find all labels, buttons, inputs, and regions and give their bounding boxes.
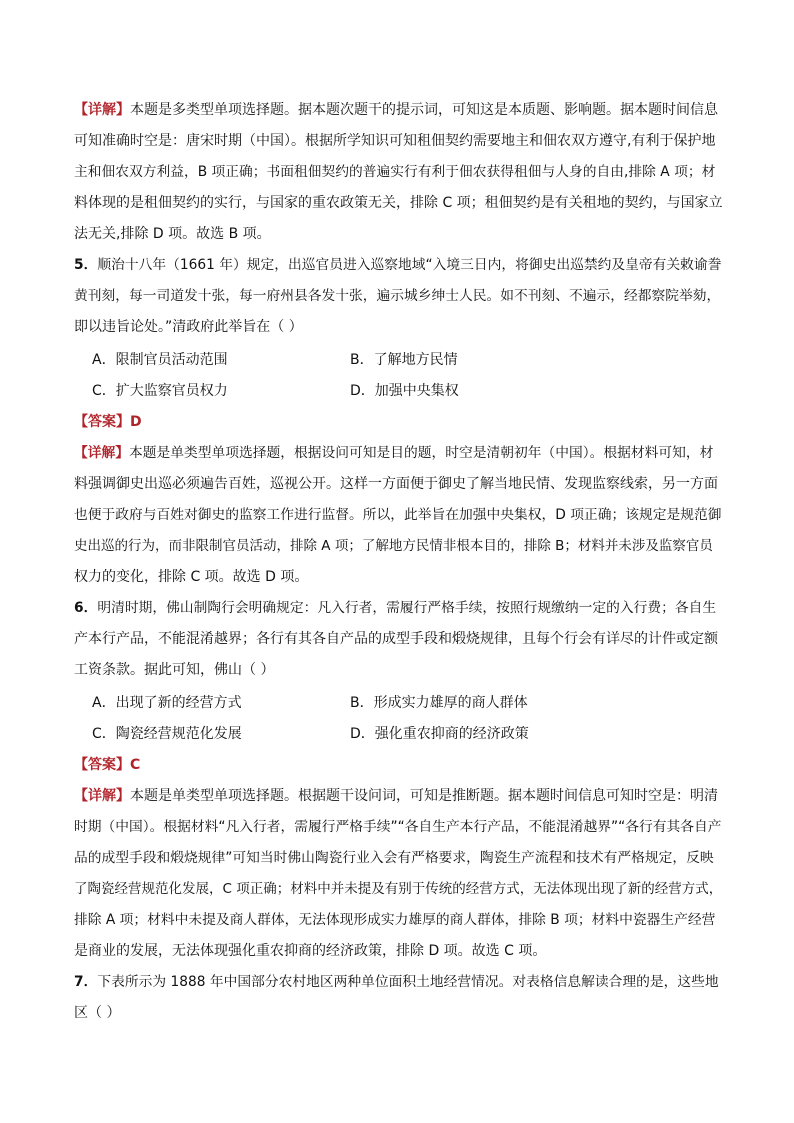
answer-label: 【答案】: [74, 757, 130, 773]
detail-line: 本题是单类型单项选择题，根据设问可知是目的题，时空是清朝初年（中国）。根据材料可知，材: [129, 445, 714, 461]
stem-line: 产本行产品，不能混淆越界；各行有其各自产品的成型手段和煅烧规律，且每个行会有详尽的计件或定额: [74, 631, 718, 647]
stem-line: 下表所示为 1888 年中国部分农村地区两种单位面积土地经营情况。对表格信息解读合理的是，这些地: [97, 974, 719, 990]
detail-line: 史出巡的行为，而非限制官员活动，排除 A 项；了解地方民情非根本目的，排除 B；材料并未涉及监察官员: [74, 538, 713, 554]
question-5-stem: [74, 250, 724, 343]
stem-line: 区（ ）: [74, 1005, 121, 1021]
detail-paragraph-q4: [74, 95, 724, 250]
stem-line: 顺治十八年（1661 年）规定，出巡官员进入巡察地域“入境三日内，将御史出巡禁约及皇帝有关敕谕誊: [97, 257, 722, 273]
stem-line: 工资条款。据此可知，佛山（ ）: [74, 662, 275, 678]
detail-tag: 【详解】: [74, 788, 130, 804]
q6-option-b: B．形成实力雄厚的商人群体: [350, 695, 528, 711]
detail-line: 本题是多类型单项选择题。据本题次题干的提示词，可知这是本质题、影响题。据本题时间信息: [130, 102, 718, 118]
q5-option-d: D．加强中央集权: [350, 383, 459, 399]
detail-line: 可知准确时空是：唐宋时期（中国）。根据所学知识可知租佃契约需要地主和佃农双方遵守,有利于保护地: [74, 133, 716, 149]
detail-tag: 【详解】: [74, 445, 130, 461]
q5-answer: [74, 407, 724, 438]
q5-option-a: A．限制官员活动范围: [92, 352, 228, 368]
detail-tag: 【详解】: [74, 102, 130, 118]
question-number: 5．: [74, 257, 98, 273]
q5-detail: [74, 438, 724, 593]
detail-line: 了陶瓷经营规范化发展，C 项正确；材料中并未提及有别于传统的经营方式，无法体现出现了新的经营方式，: [74, 881, 723, 897]
detail-line: 时期（中国）。根据材料“凡入行者，需履行严格手续”“各自生产本行产品，不能混淆越界”“各行有其各自产: [74, 819, 722, 835]
q6-option-d: D．强化重农抑商的经济政策: [350, 726, 529, 742]
stem-line: 黄刊刻，每一司道发十张，每一府州县各发十张，遍示城乡绅士人民。如不刊刻、不遍示，经都察院举劾，: [74, 288, 721, 304]
answer-label: 【答案】: [74, 414, 130, 430]
detail-line: 也便于政府与百姓对御史的监察工作进行监督。所以，此举旨在加强中央集权，D 项正确；该规定是规范御: [74, 507, 722, 523]
question-7-stem: [74, 967, 724, 1029]
q6-answer: [74, 750, 724, 781]
detail-line: 排除 A 项；材料中未提及商人群体，无法体现形成实力雄厚的商人群体，排除 B 项；材料中瓷器生产经营: [74, 912, 716, 928]
question-6-stem: [74, 593, 724, 686]
question-number: 7．: [74, 974, 98, 990]
stem-line: 即以违旨论处。”清政府此举旨在（ ）: [74, 319, 303, 335]
q6-detail: [74, 781, 724, 967]
q5-option-b: B．了解地方民情: [350, 352, 458, 368]
q5-option-c: C．扩大监察官员权力: [92, 383, 228, 399]
detail-line: 是商业的发展，无法体现强化重农抑商的经济政策，排除 D 项。故选 C 项。: [74, 943, 547, 959]
answer-value: C: [130, 757, 141, 773]
detail-line: 权力的变化，排除 C 项。故选 D 项。: [74, 569, 309, 585]
q6-option-a: A．出现了新的经营方式: [92, 695, 242, 711]
q6-option-c: C．陶瓷经营规范化发展: [92, 726, 242, 742]
stem-line: 明清时期，佛山制陶行会明确规定：凡入行者，需履行严格手续，按照行规缴纳一定的入行费；各自生: [97, 600, 717, 616]
detail-line: 法无关,排除 D 项。故选 B 项。: [74, 226, 271, 242]
detail-line: 料强调御史出巡必须遍告百姓，巡视公开。这样一方面便于御史了解当地民情、发现监察线索，另一方面: [74, 476, 718, 492]
answer-value: D: [130, 414, 142, 430]
detail-line: 品的成型手段和煅烧规律”可知当时佛山陶瓷行业入会有严格要求，陶瓷生产流程和技术有严格规定，反映: [74, 850, 714, 866]
detail-line: 主和佃农双方利益，B 项正确；书面租佃契约的普遍实行有利于佃农获得租佃与人身的自由,排除 A 项；材: [74, 164, 716, 180]
question-number: 6．: [74, 600, 98, 616]
detail-line: 料体现的是租佃契约的实行，与国家的重农政策无关，排除 C 项；租佃契约是有关租地的契约，与国家立: [74, 195, 723, 211]
detail-line: 本题是单类型单项选择题。根据题干设问词，可知是推断题。据本题时间信息可知时空是：明清: [130, 788, 718, 804]
